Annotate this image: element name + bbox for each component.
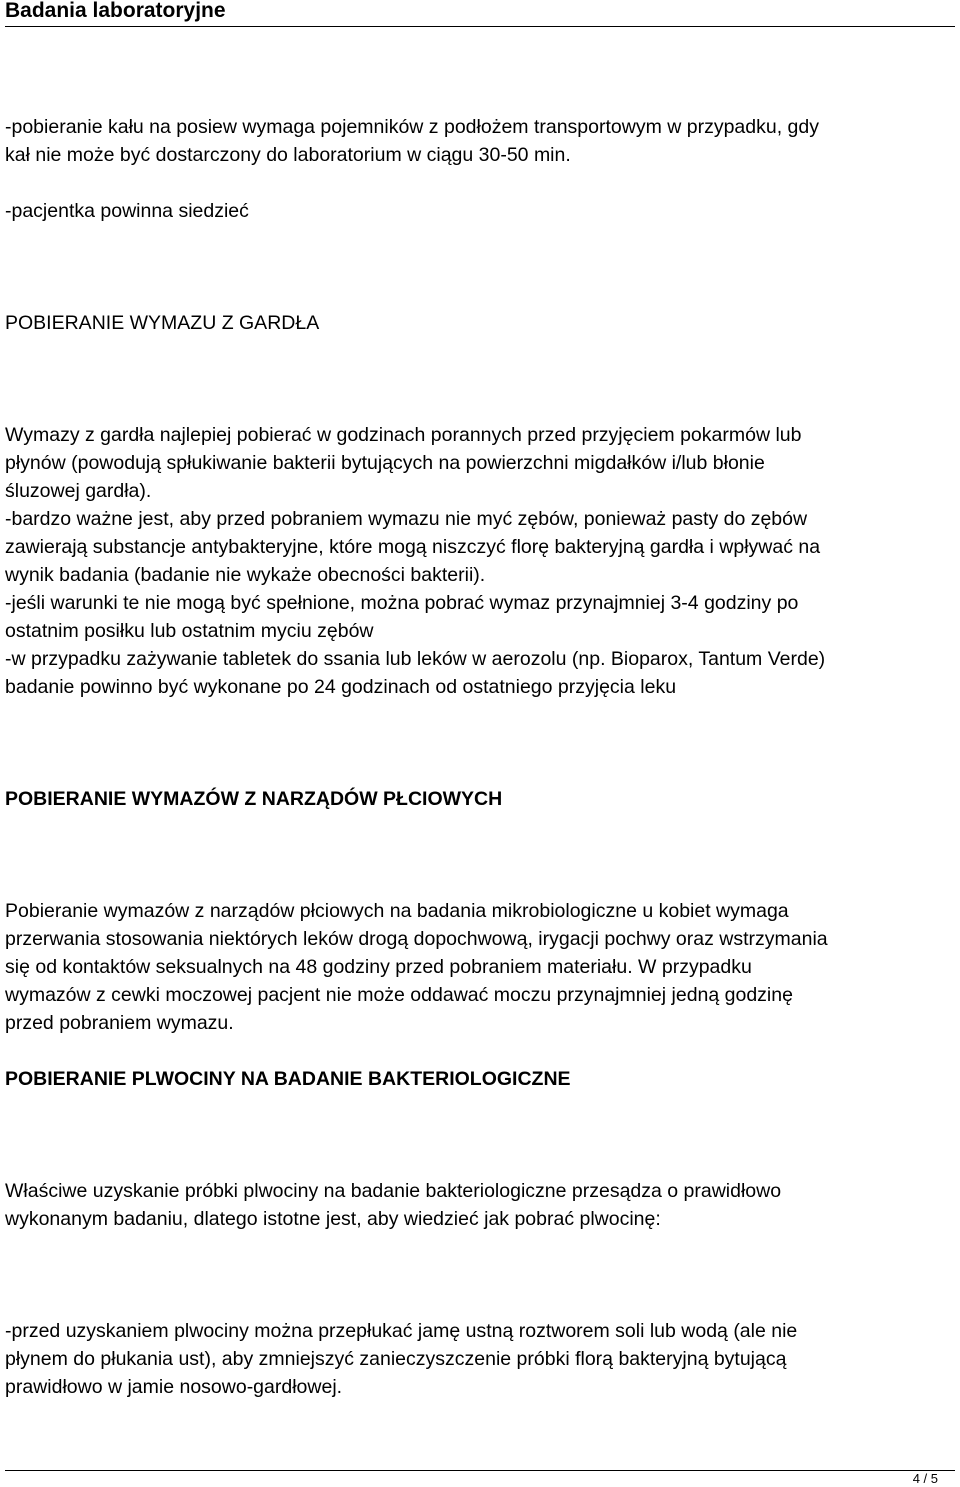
text-line: -bardzo ważne jest, aby przed pobraniem wymazu nie myć zębów, ponieważ pasty do zębów (5, 508, 808, 530)
text-line: Właściwe uzyskanie próbki plwociny na badanie bakteriologiczne przesądza o prawidłowo (5, 1180, 782, 1202)
text-line: -w przypadku zażywanie tabletek do ssania lub leków w aerozolu (np. Bioparox, Tantum Verde) (5, 648, 826, 670)
text-line: zawierają substancje antybakteryjne, które mogą niszczyć florę bakteryjną gardła i wpływać na (5, 536, 821, 558)
text-line: płynem do płukania ust), aby zmniejszyć zanieczyszczenie próbki florą bakteryjną bytującą (5, 1348, 787, 1370)
sputum-paragraph-2 (5, 1317, 955, 1401)
text-line: przerwania stosowania niektórych leków drogą dopochwową, irygacji pochwy oraz wstrzymania (5, 928, 828, 950)
sit-paragraph: -pacjentka powinna siedzieć (5, 200, 249, 222)
text-line: wykonanym badaniu, dlatego istotne jest, aby wiedzieć jak pobrać plwocinę: (5, 1208, 661, 1230)
stool-paragraph (5, 113, 955, 169)
text-line: wymazów z cewki moczowej pacjent nie może oddawać moczu przynajmniej jedną godzinę (5, 984, 793, 1006)
throat-heading: POBIERANIE WYMAZU Z GARDŁA (5, 312, 320, 334)
page-number: 4 / 5 (912, 1471, 938, 1486)
text-line: ostatnim posiłku lub ostatnim myciu zębów (5, 620, 374, 642)
sputum-heading: POBIERANIE PLWOCINY NA BADANIE BAKTERIOLOGICZNE (5, 1068, 571, 1090)
text-line: -jeśli warunki te nie mogą być spełnione, można pobrać wymaz przynajmniej 3-4 godziny po (5, 592, 799, 614)
text-line: prawidłowo w jamie nosowo-gardłowej. (5, 1376, 343, 1398)
genital-heading: POBIERANIE WYMAZÓW Z NARZĄDÓW PŁCIOWYCH (5, 788, 503, 810)
text-line: kał nie może być dostarczony do laboratorium w ciągu 30-50 min. (5, 144, 571, 166)
genital-paragraph (5, 897, 955, 1037)
text-line: przed pobraniem wymazu. (5, 1012, 234, 1034)
text-line: śluzowej gardła). (5, 480, 152, 502)
header-divider (5, 26, 955, 27)
text-line: badanie powinno być wykonane po 24 godzinach od ostatniego przyjęcia leku (5, 676, 677, 698)
text-line: się od kontaktów seksualnych na 48 godziny przed pobraniem materiału. W przypadku (5, 956, 752, 978)
footer-divider (5, 1470, 955, 1471)
text-line: płynów (powodują spłukiwanie bakterii bytujących na powierzchni migdałków i/lub błonie (5, 452, 765, 474)
text-line: Wymazy z gardła najlepiej pobierać w godzinach porannych przed przyjęciem pokarmów lub (5, 424, 802, 446)
throat-paragraph (5, 421, 955, 701)
text-line: -pobieranie kału na posiew wymaga pojemników z podłożem transportowym w przypadku, gdy (5, 116, 819, 138)
sputum-paragraph-1 (5, 1177, 955, 1233)
text-line: wynik badania (badanie nie wykaże obecności bakterii). (5, 564, 486, 586)
text-line: -przed uzyskaniem plwociny można przepłukać jamę ustną roztworem soli lub wodą (ale nie (5, 1320, 798, 1342)
text-line: Pobieranie wymazów z narządów płciowych na badania mikrobiologiczne u kobiet wymaga (5, 900, 789, 922)
document-header-title: Badania laboratoryjne (5, 0, 226, 22)
